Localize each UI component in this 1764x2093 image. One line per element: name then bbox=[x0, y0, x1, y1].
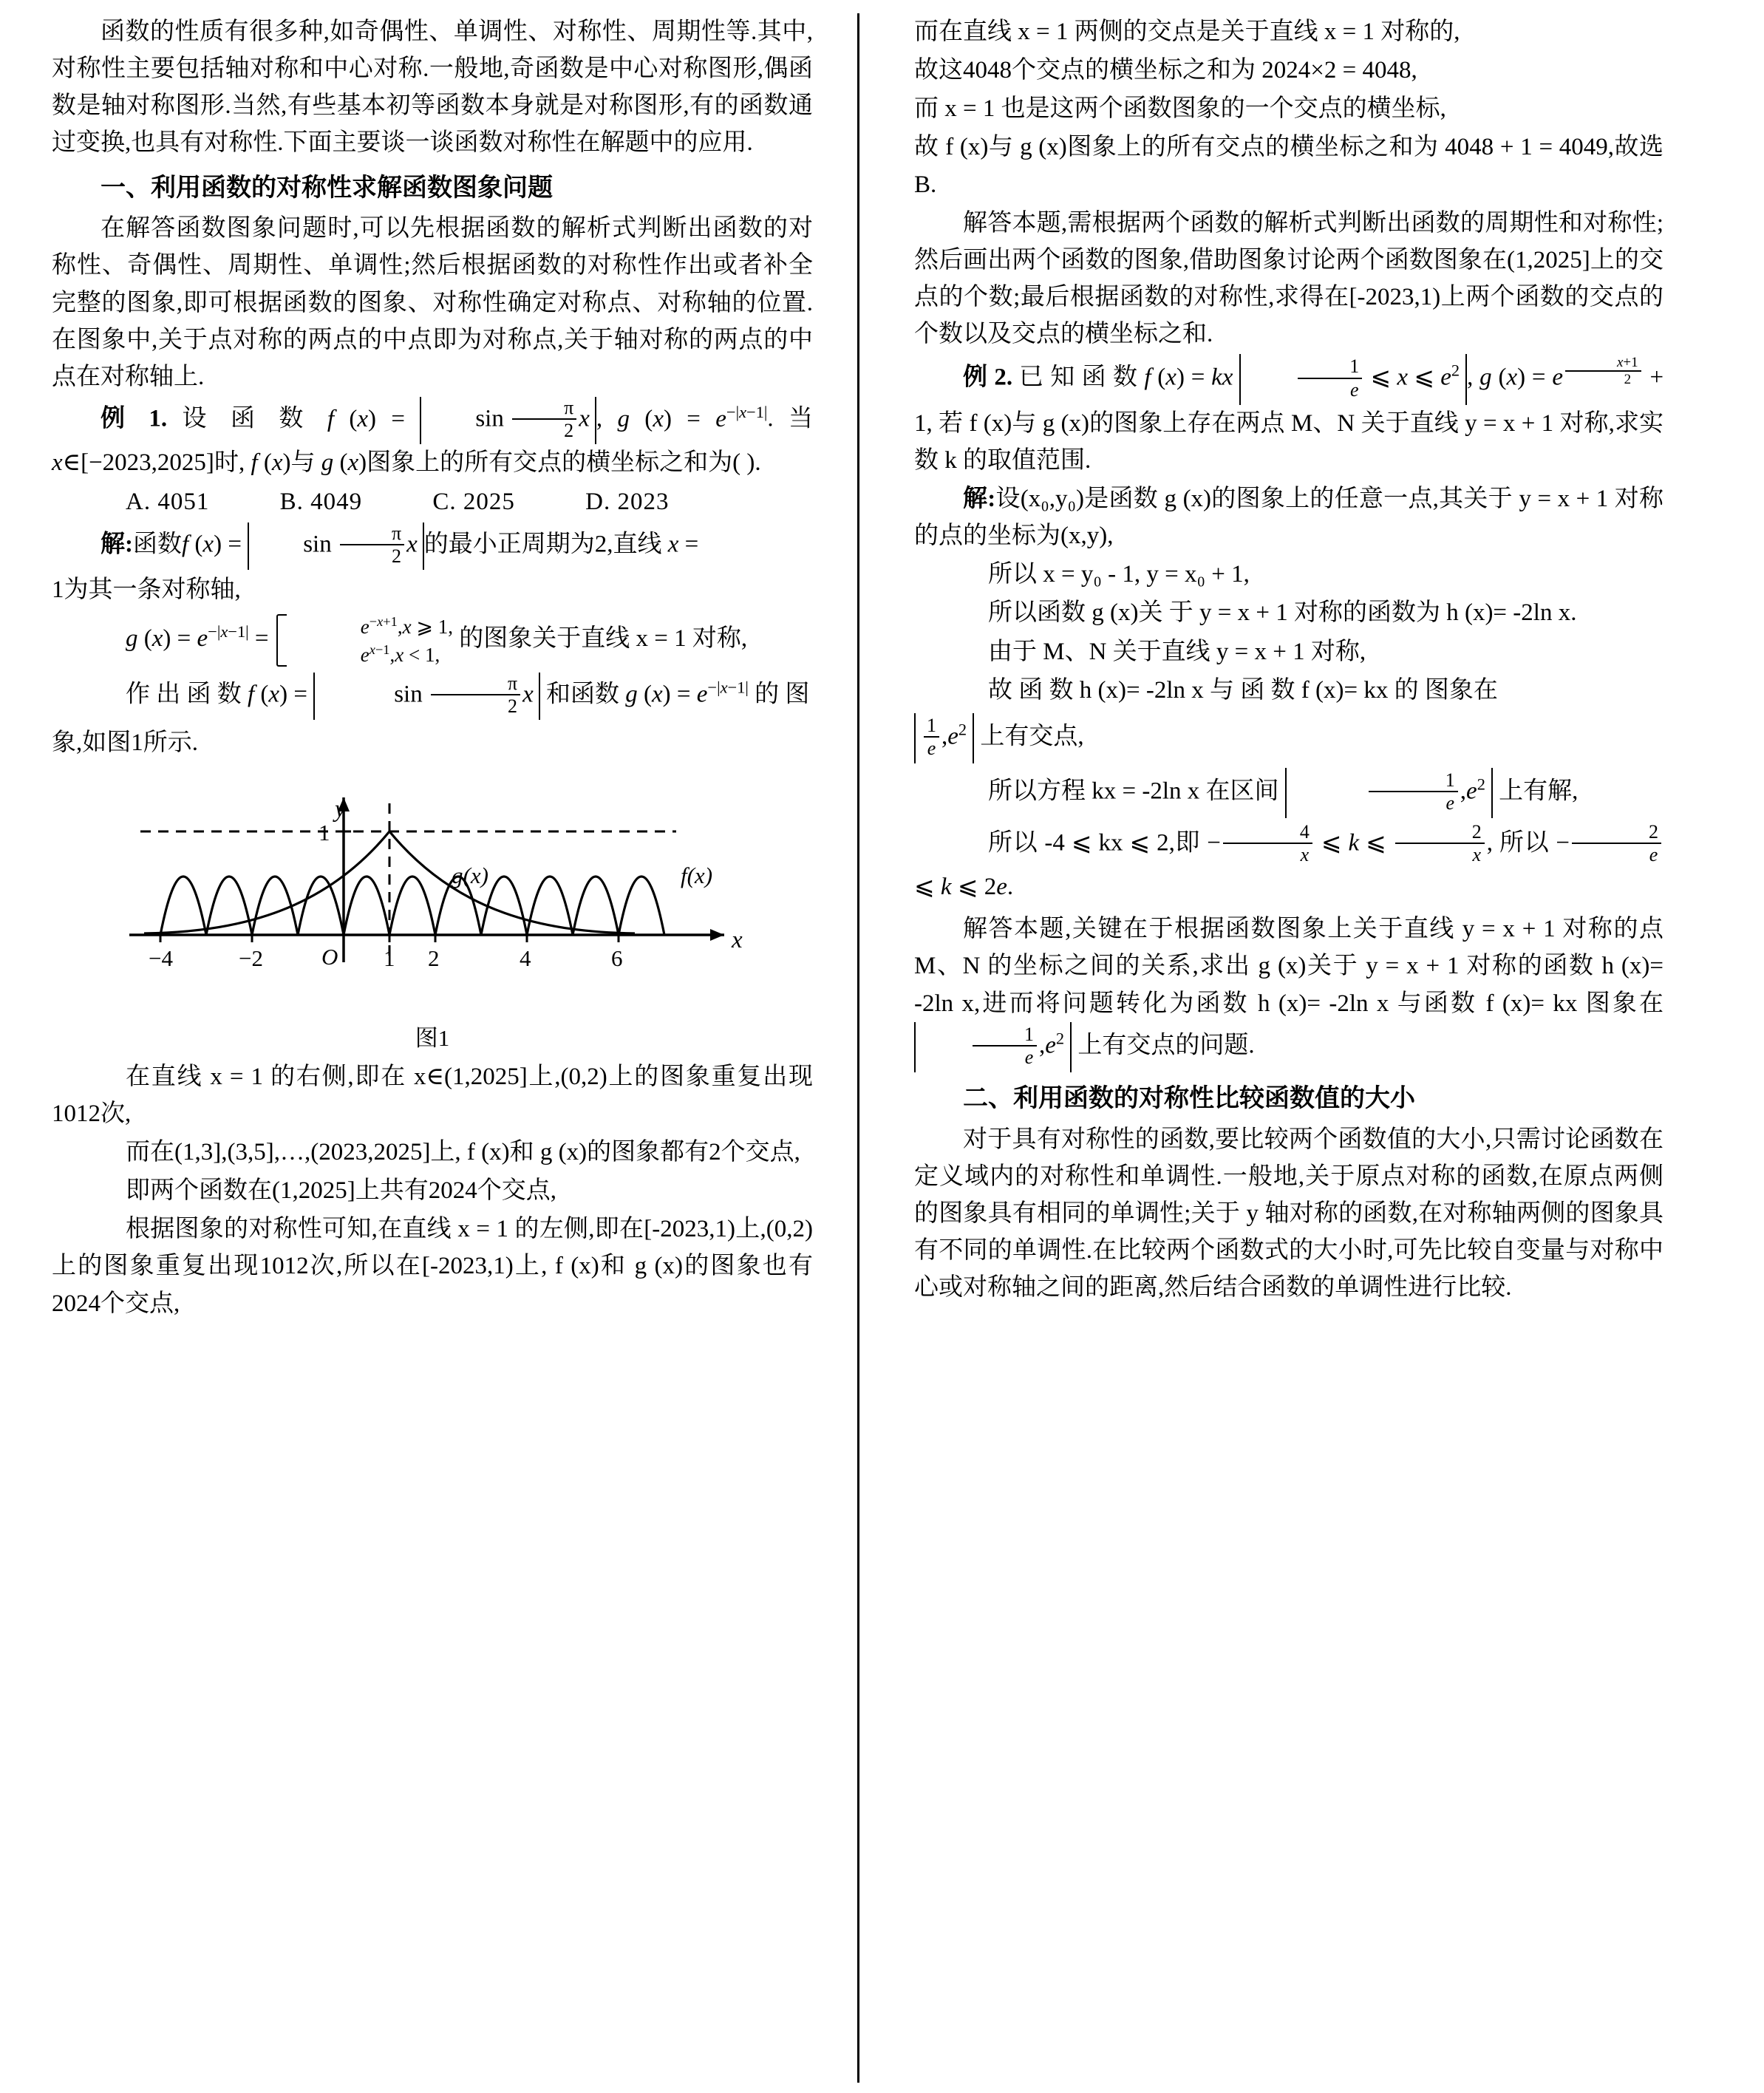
example-2-solution-line-3: 所以函数 g (x)关 于 y = x + 1 对称的函数为 h (x)= -2ln x. bbox=[988, 599, 1577, 627]
sol4-b: 和函数 bbox=[546, 681, 619, 708]
example-1-piecewise: g $(x) = e^{-|x-1|}$ = $e^{-x+1},x$ ⩾ 1, $e^{x-1},x < 1$, 的图象关于直线 x = 1 对称, bbox=[52, 613, 813, 668]
continued-line-1: 而在直线 x = 1 两侧的交点是关于直线 x = 1 对称的, bbox=[914, 18, 1460, 45]
figure-x-tick-4: 4 bbox=[520, 945, 531, 971]
example-1-text-e: 图象上的所有交点的横坐标之和为( ). bbox=[367, 449, 761, 477]
figure-x-tick-6: 6 bbox=[611, 945, 623, 971]
figure-x-tick-1: 1 bbox=[384, 945, 395, 971]
figure-y-label: y bbox=[335, 795, 346, 823]
example-2-statement: 例 2. 已 知 函 数 f (x) = kx $\frac{1}{e}$ ⩽ x ⩽ $e^2$ , g (x) = e $^{\frac{x+1}{2}}$ + 1, 若 f (x)与 g (x)的图象上存在两点 M、N 关于直线 y = x + 1 对称,求实数 k 的取值范围. bbox=[914, 354, 1664, 474]
option-c[interactable]: C. 2025 bbox=[432, 489, 515, 516]
example-1-text-c: 时, bbox=[214, 449, 245, 477]
figure-x-label: x bbox=[732, 926, 743, 953]
e2-sol-7: 所以方程 kx = -2ln x 在区间 bbox=[988, 777, 1279, 805]
left-column bbox=[52, 13, 835, 2083]
e2-sol-tail-a: 所以 -4 ⩽ kx ⩽ 2,即 bbox=[988, 830, 1201, 857]
example-2-label: 例 2. bbox=[963, 364, 1013, 392]
right-column bbox=[880, 13, 1663, 2083]
e2-sol-1: 设(x₀,y₀)是函数 g (x)的图象上的任意一点,其关于 y = x + 1 对称的点的坐标为(x,y), bbox=[914, 485, 1663, 550]
column-divider bbox=[857, 13, 859, 2083]
solution-text-a: 函数 bbox=[133, 531, 182, 558]
e2-sol-5: 故 函 数 h (x)= -2ln x 与 函 数 f (x)= kx 的 图象在 bbox=[988, 676, 1498, 704]
example-2-range-line: 所以 -4 ⩽ kx ⩽ 2,即 − $\frac{4}{x}$ ⩽ k ⩽ $\frac{2}{x}$ , 所以 − $\frac{2}{e}$ ⩽ k ⩽ 2e. bbox=[914, 823, 1663, 906]
figure-x-tick--4: −4 bbox=[149, 945, 173, 971]
example-2-equation-line bbox=[914, 768, 1663, 818]
example-1-solution-line-1: 解:函数f (x) = sin $\frac{\pi}{2}$ x 的最小正周期为2,直线 x = bbox=[52, 523, 813, 570]
two-column-layout bbox=[52, 13, 1712, 2083]
e2-comment-text: 解答本题,关键在于根据函数图象上关于直线 y = x + 1 对称的点 M、N 的坐标之间的关系,求出 g (x)关于 y = x + 1 对称的函数 h (x)= -2ln x,进而将问题转化为函数 h (x)= -2ln x 与函数 f (x)= kx 图象在 bbox=[914, 916, 1663, 1017]
figure-curve-label-g: g(x) bbox=[452, 862, 488, 888]
section-2-paragraph: 对于具有对称性的函数,要比较两个函数值的大小,只需讨论函数在定义域内的对称性和单调性.一般地,关于原点对称的函数,在原点两侧的图象具有相同的单调性;关于 y 轴对称的函数,在对称轴两侧的图象具有不同的单调性.在比较两个函数式的大小时,可先比较自变量与对称中心或对称轴之间的距离,然后结合函数的单调性进行比较. bbox=[914, 1126, 1663, 1301]
intro-paragraph: 函数的性质有很多种,如奇偶性、单调性、对称性、周期性等.其中,对称性主要包括轴对称和中心对称.一般地,奇函数是中心对称图形,偶函数是轴对称图形.当然,有些基本初等函数本身就是对称图形,有的函数通过变换,也具有对称性.下面主要谈一谈函数对称性在解题中的应用. bbox=[52, 18, 813, 157]
after-figure-line-3: 即两个函数在(1,2025]上共有2024个交点, bbox=[126, 1177, 556, 1205]
figure-x-tick--2: −2 bbox=[239, 945, 263, 971]
option-d[interactable]: D. 2023 bbox=[585, 489, 670, 516]
e2-sol-6: 上有交点, bbox=[980, 723, 1084, 750]
example-1-options bbox=[52, 484, 813, 521]
interval-bracket-3: $\frac{1}{e}$ $,e^2$ bbox=[914, 1022, 1072, 1072]
example-1-statement: 例 1. 设 函 数 f (x) = sin $\frac{\pi}{2}$ x , g $(x) = e^{-|x-1|}$. 当 x∈[−2023,2025]时, f (x)与 g (x)图象上的所有交点的横坐标之和为( ). bbox=[52, 397, 814, 477]
option-b[interactable]: B. 4049 bbox=[279, 489, 363, 516]
e2-sol-8: 上有解, bbox=[1499, 777, 1579, 805]
option-a[interactable]: A. 4051 bbox=[126, 489, 210, 516]
e2-comment-tail: 上有交点的问题. bbox=[1077, 1032, 1255, 1059]
example-1-solution-line-5: 象,如图1所示. bbox=[52, 729, 198, 757]
figure-x-tick-2: 2 bbox=[428, 945, 440, 971]
example-2-solution-line-1 bbox=[914, 480, 1663, 554]
figure-1-graph bbox=[100, 774, 765, 1018]
figure-origin-label: O bbox=[321, 943, 338, 970]
example-2-domain: $\frac{1}{e}$ ⩽ x ⩽ $e^2$ bbox=[1239, 354, 1467, 404]
section-2-heading: 二、利用函数的对称性比较函数值的大小 bbox=[963, 1084, 1415, 1113]
example-1-text-d: 与 bbox=[290, 449, 316, 477]
figure-1 bbox=[52, 774, 813, 1052]
example-1-solution-line-4: 作 出 函 数 f (x) = sin $\frac{\pi}{2}$ x 和函数 g $(x) = e^{-|x-1|}$ 的 图 bbox=[52, 673, 813, 720]
solution-label: 解: bbox=[101, 531, 133, 558]
example-1-text-a: 设 函 数 bbox=[182, 405, 313, 432]
example-1-text-b: 当 bbox=[789, 405, 814, 432]
continued-line-3: 而 x = 1 也是这两个函数图象的一个交点的横坐标, bbox=[914, 95, 1446, 123]
figure-1-caption: 图1 bbox=[415, 1024, 450, 1051]
solution-text-b: 的最小正周期为2,直线 bbox=[423, 531, 662, 558]
section-1-heading: 一、利用函数的对称性求解函数图象问题 bbox=[101, 173, 553, 202]
example-2-interval-1 bbox=[914, 713, 1663, 763]
example-1-solution-line-2: 1为其一条对称轴, bbox=[52, 576, 241, 604]
sol4-a: 作 出 函 数 bbox=[126, 681, 242, 708]
after-figure-line-2: 而在(1,3],(3,5],…,(2023,2025]上, f (x)和 g (x)的图象都有2个交点, bbox=[126, 1138, 800, 1165]
sol4-c: 的 图 bbox=[755, 681, 810, 708]
example-2-solution-label: 解: bbox=[963, 485, 996, 512]
example-2-comment bbox=[914, 911, 1663, 1072]
example-2-solution-line-4: 由于 M、N 关于直线 y = x + 1 对称, bbox=[988, 638, 1366, 665]
example-1-label: 例 1. bbox=[101, 405, 168, 432]
figure-y-tick: 1 bbox=[319, 819, 330, 845]
piecewise-tail: 的图象关于直线 x = 1 对称, bbox=[459, 625, 748, 653]
continued-line-2: 故这4048个交点的横坐标之和为 2024×2 = 4048, bbox=[914, 57, 1417, 84]
interval-bracket-2: $\frac{1}{e}$ $,e^2$ bbox=[1285, 768, 1493, 818]
interval-bracket-1: $\frac{1}{e}$ $,e^2$ bbox=[914, 713, 974, 763]
comment-paragraph-1: 解答本题,需根据两个函数的解析式判断出函数的周期性和对称性;然后画出两个函数的图象,借助图象讨论两个函数图象在(1,2025]上的交点的个数;最后根据函数的对称性,求得在[-2023,1)上两个函数的交点的个数以及交点的横坐标之和. bbox=[914, 209, 1663, 348]
figure-curve-label-f: f(x) bbox=[681, 862, 713, 888]
example-2-solution-line-2: 所以 x = y₀ - 1, y = x₀ + 1, bbox=[988, 561, 1250, 588]
after-figure-line-4: 根据图象的对称性可知,在直线 x = 1 的左侧,即在[-2023,1)上,(0,2)上的图象重复出现1012次,所以在[-2023,1)上, f (x)和 g (x)的图象也有2024个交点, bbox=[52, 1216, 813, 1317]
example-2-solution-line-5 bbox=[914, 672, 1663, 709]
e2-sol-tail-b: 所以 bbox=[1499, 830, 1550, 857]
after-figure-line-1: 在直线 x = 1 的右侧,即在 x∈(1,2025]上,(0,2)上的图象重复出现1012次, bbox=[52, 1063, 813, 1127]
example-2-text-b: 若 f (x)与 g (x)的图象上存在两点 M、N 关于直线 y = x + 1 对称,求实数 k 的取值范围. bbox=[914, 409, 1664, 474]
example-2-text-a: 已 知 函 数 bbox=[1018, 364, 1138, 392]
piecewise-brace: $e^{-x+1},x$ ⩾ 1, $e^{x-1},x < 1$, bbox=[275, 613, 453, 668]
section-1-paragraph: 在解答函数图象问题时,可以先根据函数的解析式判断出函数的对称性、奇偶性、周期性、单调性;然后根据函数的对称性作出或者补全完整的图象,即可根据函数的图象、对称性确定对称点、对称轴的位置.在图象中,关于点对称的两点的中点即为对称点,关于轴对称的两点的中点在对称轴上. bbox=[52, 215, 813, 390]
continued-line-4: 故 f (x)与 g (x)图象上的所有交点的横坐标之和为 4048 + 1 = 4049,故选B. bbox=[914, 134, 1663, 198]
